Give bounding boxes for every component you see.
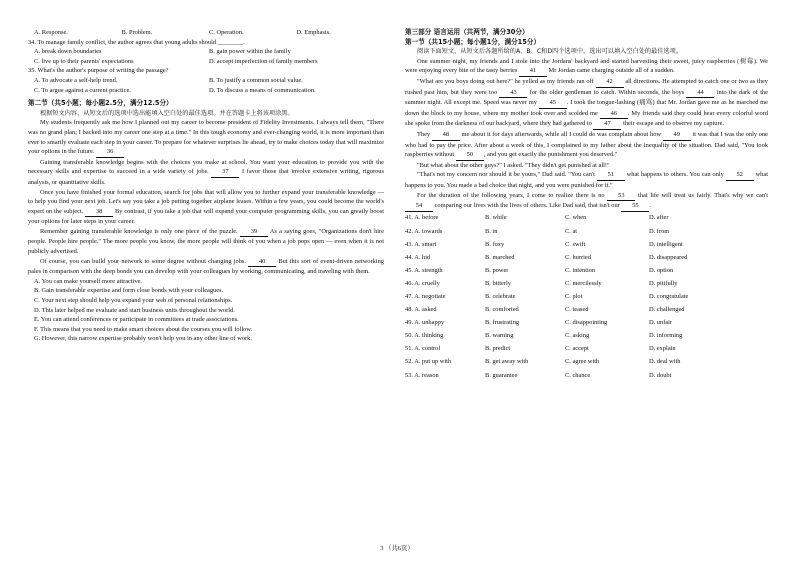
choice-row <box>405 290 768 303</box>
section1-instruction: 阅读下面短文，从短文后各题所给的A、B、C和D四个选项中，选出可以填入空白处的最佳选项。 <box>417 48 683 56</box>
cloze-paragraph: They 48 me about it for days afterwards, while all I could do was complain about how 49 it was that I was the only one who had to pay the price. After about a week of this, I complained to my father about the inequality of the situation. Dad said, "You took raspberries without 50 , and you get exactly the punishment you deserved." <box>405 130 768 161</box>
blank-40: 40 <box>248 257 276 268</box>
blank-43: 43 <box>499 88 527 99</box>
choice-option: 52. A. put up with <box>405 358 452 366</box>
choice-row <box>405 369 768 382</box>
option-b: B. Gain transferable expertise and form close bonds with your colleagues. <box>34 287 224 295</box>
choice-option: D. option <box>649 266 674 274</box>
cloze-paragraph: For the duration of the following years, I come to realize there is no 53 that life will treat us fairly. That's why we can't 54 comparing our lives with the lives of others. Like Dad said, that isn't our 55 . <box>405 191 768 212</box>
choice-option: B. celebrate <box>485 293 516 300</box>
blank-52: 52 <box>726 170 754 181</box>
choice-option: B. while <box>485 214 507 222</box>
choice-option: 48. A. asked <box>405 306 437 314</box>
section1-title: 第一节（共15小题；每小题1分，满分15分） <box>405 37 541 46</box>
choice-option: B. frustrating <box>485 319 520 327</box>
choice-option: 51. A. control <box>405 345 441 353</box>
choice-option: C. accept <box>565 345 589 353</box>
cloze-paragraph: One summer night, my friends and I stole into the Jordans' backyard and started harvesting their sweet, juicy raspberries (树莓). We were enjoying every bite of the tasty berries 41 Mr Jordan came charging outside all of a sudden. <box>405 57 768 77</box>
option-e: E. You can attend conferences or participate in committees at trade associations. <box>34 316 239 324</box>
q34-stem: 34. To manage family conflict, the author agrees that young adults should ________. <box>28 38 245 46</box>
choice-option: B. comforted <box>485 306 519 314</box>
passage-paragraph: My students frequently ask me how I planned out my career to become president of Fidelity Investments. I always tell them, "There was no grand plan; I backed into my career one step at a time." In this tough economy and ever-changing world, it is more important than ever to smartly evaluate each step in your career. To prepare for whatever surprises lie ahead, try to make choices today that will maximize your options in the future. 36 <box>28 118 384 157</box>
choice-row <box>405 316 768 329</box>
choice-option: 43. A. smart <box>405 240 437 248</box>
choice-row <box>405 343 768 356</box>
choice-row <box>405 251 768 264</box>
choice-option: 53. A. reason <box>405 371 439 379</box>
choice-option: 46. A. cruelly <box>405 279 440 287</box>
choice-option: D. intelligent <box>649 240 683 248</box>
q33-option-c: C. Operation. <box>209 29 244 36</box>
cloze-paragraph: "That's not my concern nor should it be yours," Dad said. "You can't 51 what happens to others. You can only 52 what happens to you. You made a bad choice that night, and you were punished for it." <box>405 171 768 189</box>
choice-row <box>405 225 768 238</box>
choice-option: B. foxy <box>485 240 505 248</box>
choice-option: B. warning <box>485 332 514 340</box>
choice-option: D. from <box>649 227 670 235</box>
choice-option: B. bitterly <box>485 279 511 287</box>
choice-option: D. disappeared <box>649 253 688 261</box>
blank-50: 50 <box>456 150 484 161</box>
blank-53: 53 <box>607 191 635 202</box>
passage-paragraph: Of course, you can build your network to some degree without changing jobs. 40 But this sort of event-driven networking pales in comparison with the deep bonds you can develop with your colleagues by working, communicating, and traveling with them. <box>28 257 384 276</box>
q33-option-a: A. Response. <box>34 29 68 36</box>
choice-option: D. doubt <box>649 371 672 379</box>
section2-instruction: 根据短文内容，从短文后的选项中选出能填入空白处的最佳选项。并在答题卡上将该项涂黑。 <box>40 109 294 117</box>
choice-option: B. in <box>485 227 498 235</box>
q35-options-row2 <box>28 86 384 96</box>
passage-paragraph: Once you have finished your formal education, search for jobs that will allow you to further expand your transferable knowledge — to help you find your next job. Let's say you take a job putting together airplane leases. Within a few years, you could become the world's expert on the subject. 38 By contrast, if you take a job that will expand your computer programming skills, you can greatly boost your options for later steps in your career. <box>28 188 384 226</box>
choice-row <box>405 303 768 316</box>
q34-options-row1 <box>28 47 384 57</box>
option-a: A. You can make yourself more attractive. <box>34 277 143 285</box>
q35-stem: 35. What's the author's purpose of writing the passage? <box>28 67 169 75</box>
left-column <box>28 28 384 344</box>
blank-49: 49 <box>663 130 691 141</box>
choice-option: C. chance <box>565 371 591 379</box>
q35-option-d: D. To discuss a means of communication. <box>209 86 316 94</box>
choice-option: D. deal with <box>649 358 681 366</box>
blank-39: 39 <box>240 227 268 238</box>
q35-option-c: C. To argue against a current practice. <box>34 86 131 94</box>
choice-option: C. hurried <box>565 253 591 261</box>
blank-55: 55 <box>621 201 649 212</box>
choice-option: 41. A. before <box>405 214 439 222</box>
q35-option-b: B. To justify a common social value. <box>209 76 303 84</box>
choice-row <box>405 356 768 369</box>
blank-45: 45 <box>539 98 567 109</box>
section2-title: 第二节（共5小题；每小题2.5分，满分12.5分） <box>28 99 173 108</box>
q34-options-row2 <box>28 57 384 67</box>
passage-paragraph: Gaining transferable knowledge begins with the choices you make at school. You want your education to provide you with the necessary skills and expertise to succeed in a wide variety of jobs. 37 I favor those that involve extensive writing, rigorous analysis, or quantitative skills. <box>28 158 384 186</box>
q33-option-d: D. Emphasis. <box>296 29 331 36</box>
choice-option: C. when <box>565 214 587 222</box>
page-number: 3 （共6页） <box>380 545 414 552</box>
blank-46: 46 <box>600 109 628 120</box>
choice-row <box>405 264 768 277</box>
choice-row <box>405 277 768 290</box>
choice-option: C. plot <box>565 293 583 300</box>
choice-option: 45. A. strength <box>405 266 443 274</box>
choice-option: D. congratulate <box>649 293 689 300</box>
choice-option: C. teased <box>565 306 589 314</box>
choice-option: B. predict <box>485 345 511 353</box>
q35-options-row1 <box>28 76 384 86</box>
choice-option: C. asking <box>565 332 590 340</box>
option-f: F. This means that you need to make smart choices about the courses you will follow. <box>34 325 253 333</box>
choice-option: D. informing <box>649 332 683 340</box>
choice-option: B. get away with <box>485 358 529 366</box>
q34-option-b: B. gain power within the family <box>209 48 291 56</box>
right-column <box>405 28 768 382</box>
q34-option-c: C. live up to their parents' expectations <box>34 57 134 65</box>
blank-38: 38 <box>85 207 113 218</box>
choice-option: B. marched <box>485 253 515 261</box>
choice-option: C. intention <box>565 266 596 274</box>
part3-title: 第三部分 语言运用（共两节，满分30分） <box>405 28 529 36</box>
passage-paragraph: Remember gaining transferable knowledge is only one piece of the puzzle. 39 As a saying goes, "Organizations don't hire people. People hire people." The more people you know, the more people will think of you when a job pops open — even when it is not publicly advertised. <box>28 227 385 256</box>
blank-48: 48 <box>432 130 460 141</box>
q34-option-a: A. break down boundaries <box>34 48 102 56</box>
blank-44: 44 <box>686 88 714 99</box>
choice-option: 42. A. towards <box>405 227 443 235</box>
choice-option: 50. A. thinking <box>405 332 444 340</box>
option-c: C. Your next step should help you expand your web of personal relationships. <box>34 297 233 305</box>
choice-option: C. mercilessly <box>565 279 602 287</box>
choice-option: 49. A. unhappy <box>405 319 445 327</box>
option-g: G. However, this narrow expertise probably won't help you in any other line of work. <box>34 335 252 343</box>
blank-47: 47 <box>593 119 621 130</box>
blank-54: 54 <box>405 201 433 212</box>
choice-option: 44. A. hid <box>405 253 431 261</box>
choice-option: C. swift <box>565 240 586 248</box>
option-d: D. This later helped me evaluate and start business units throughout the world. <box>34 306 235 314</box>
blank-51: 51 <box>597 170 625 181</box>
choice-option: B. guarantee <box>485 371 518 379</box>
q33-options <box>28 28 384 38</box>
choices-table <box>405 212 768 382</box>
choice-option: C. at <box>565 227 578 235</box>
q34-option-d: D. accept imperfection of family members <box>209 57 318 65</box>
choice-option: B. power <box>485 266 509 274</box>
q35-option-a: A. To advocate a self-help trend. <box>34 76 118 84</box>
blank-42: 42 <box>596 77 624 88</box>
blank-37: 37 <box>211 167 239 178</box>
cloze-paragraph: "But what about the other guys?" I asked. "They didn't get punished at all!" <box>417 161 610 169</box>
choice-row <box>405 330 768 343</box>
choice-row <box>405 212 768 225</box>
choice-option: C. agree with <box>565 358 600 366</box>
blank-36: 36 <box>96 147 124 158</box>
choice-option: D. explain <box>649 345 676 353</box>
cloze-paragraph: "What are you boys doing out here?" he yelled as my friends ran off 42 all directions. He attempted to catch one or two as they rushed past him, but they were too 43 for the older gentleman to catch. Within seconds, the boys 44 into the dark of the summer night. All except me. Speed was never my 45 . I took the tongue-lashing (痛骂) that Mr. Jordan gave me as he marched me down the block to my house, where my mother took over and scolded me 46 . My friends said they could hear every colorful word she spoke from the darkness of our backyard, where they had gathered to 47 their escape and to observe my capture. <box>405 77 768 130</box>
blank-41: 41 <box>519 66 547 77</box>
choice-option: D. pitifully <box>649 279 678 287</box>
choice-option: D. challenged <box>649 306 685 314</box>
choice-option: C. disappointing <box>565 319 608 327</box>
choice-option: 47. A. negotiate <box>405 293 446 300</box>
q33-option-b: B. Problem. <box>121 29 153 36</box>
choice-option: D. unfair <box>649 319 673 327</box>
choice-option: D. after <box>649 214 669 222</box>
choice-row <box>405 238 768 251</box>
